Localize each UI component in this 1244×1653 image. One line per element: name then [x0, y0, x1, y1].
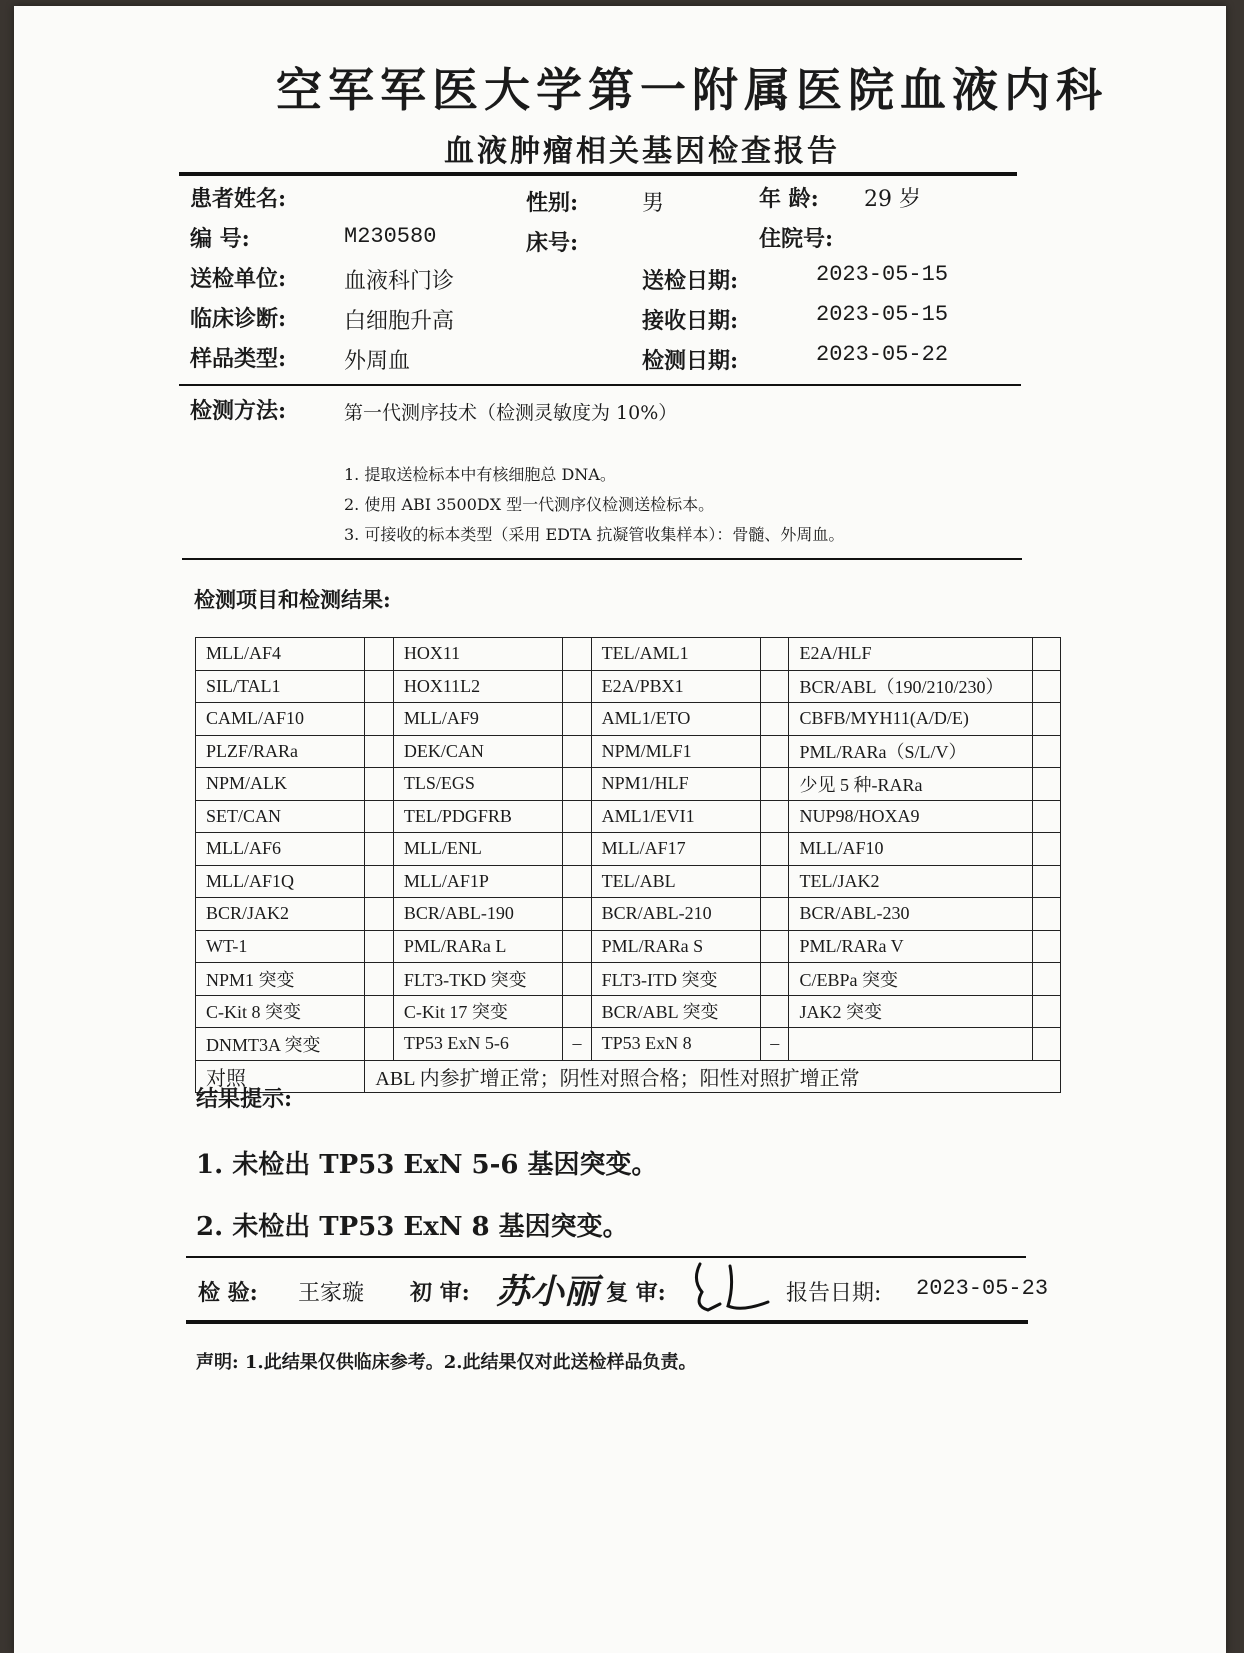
age-value: 29 岁	[864, 187, 921, 212]
table-row	[196, 638, 1061, 671]
sample-label: 样品类型:	[190, 346, 287, 372]
gene-name-cell: MLL/AF1Q	[196, 865, 365, 898]
hospital-title: 空军军医大学第一附属医院血液内科	[276, 63, 1108, 117]
gene-name-cell: NUP98/HOXA9	[789, 800, 1032, 833]
result-cell	[563, 930, 591, 963]
gene-name-cell	[789, 1028, 1032, 1061]
gene-name-cell: HOX11	[393, 638, 562, 671]
gene-name-cell: NPM/ALK	[196, 768, 365, 801]
gene-name-cell: TEL/AML1	[591, 638, 760, 671]
method-value: 第一代测序技术（检测灵敏度为 10%）	[344, 402, 678, 424]
gene-results-table	[195, 637, 1061, 1093]
receive-date-label: 接收日期:	[642, 308, 739, 334]
gene-name-cell: SET/CAN	[196, 800, 365, 833]
result-cell	[761, 735, 789, 768]
gene-name-cell: BCR/ABL-190	[393, 898, 562, 931]
gene-name-cell: C-Kit 17 突变	[393, 995, 562, 1028]
gene-name-cell: TEL/ABL	[591, 865, 760, 898]
result-cell	[365, 735, 393, 768]
result-cell	[563, 963, 591, 996]
footer-top-rule	[186, 1256, 1026, 1258]
gene-name-cell: AML1/EVI1	[591, 800, 760, 833]
bed-label: 床号:	[526, 230, 579, 256]
report-title: 血液肿瘤相关基因检查报告	[444, 134, 840, 169]
gene-name-cell: FLT3-TKD 突变	[393, 963, 562, 996]
result-cell	[365, 670, 393, 703]
method-note-3: 3. 可接收的标本类型（采用 EDTA 抗凝管收集样本）：骨髓、外周血。	[344, 525, 845, 544]
result-cell	[365, 800, 393, 833]
result-cell	[365, 930, 393, 963]
gene-name-cell: MLL/AF6	[196, 833, 365, 866]
first-review-label: 初 审:	[410, 1280, 470, 1306]
method-note-1: 1. 提取送检标本中有核细胞总 DNA。	[344, 465, 616, 484]
receive-date-value: 2023-05-15	[816, 302, 949, 327]
table-row	[196, 735, 1061, 768]
gene-name-cell: C-Kit 8 突变	[196, 995, 365, 1028]
table-row	[196, 995, 1061, 1028]
result-cell	[1032, 800, 1060, 833]
gene-name-cell: PLZF/RARa	[196, 735, 365, 768]
method-note-2: 2. 使用 ABI 3500DX 型一代测序仪检测送检标本。	[344, 495, 715, 514]
result-cell	[1032, 930, 1060, 963]
result-cell	[1032, 638, 1060, 671]
gene-name-cell: MLL/ENL	[393, 833, 562, 866]
result-cell	[761, 963, 789, 996]
gene-name-cell: C/EBPa 突变	[789, 963, 1032, 996]
send-date-value: 2023-05-15	[816, 262, 949, 287]
result-cell	[1032, 1028, 1060, 1061]
result-cell	[365, 963, 393, 996]
gene-name-cell: PML/RARa S	[591, 930, 760, 963]
result-cell	[1032, 898, 1060, 931]
diagnosis-value: 白细胞升高	[344, 309, 455, 334]
gene-name-cell: MLL/AF9	[393, 703, 562, 736]
send-date-label: 送检日期:	[642, 268, 739, 294]
result-cell	[563, 800, 591, 833]
result-cell	[1032, 703, 1060, 736]
gene-name-cell: PML/RARa（S/L/V）	[789, 735, 1032, 768]
gene-name-cell: MLL/AF17	[591, 833, 760, 866]
gene-name-cell: TP53 ExN 8	[591, 1028, 760, 1061]
gene-name-cell: BCR/ABL 突变	[591, 995, 760, 1028]
result-cell	[563, 833, 591, 866]
result-cell	[563, 768, 591, 801]
second-review-signature	[690, 1256, 780, 1316]
gene-name-cell: BCR/ABL（190/210/230）	[789, 670, 1032, 703]
result-cell	[563, 638, 591, 671]
method-rule	[182, 558, 1022, 560]
result-cell	[761, 670, 789, 703]
result-cell	[1032, 768, 1060, 801]
result-cell: –	[563, 1028, 591, 1061]
result-cell	[761, 833, 789, 866]
sex-value: 男	[642, 191, 665, 216]
gene-name-cell: 少见 5 种-RARa	[789, 768, 1032, 801]
gene-name-cell: WT-1	[196, 930, 365, 963]
gene-name-cell: NPM1 突变	[196, 963, 365, 996]
result-cell	[761, 638, 789, 671]
control-value: ABL 内参扩增正常；阴性对照合格；阳性对照扩增正常	[365, 1060, 1061, 1093]
tester-label: 检 验:	[198, 1280, 258, 1306]
result-cell: –	[761, 1028, 789, 1061]
gene-name-cell: NPM/MLF1	[591, 735, 760, 768]
report-date-value: 2023-05-23	[916, 1276, 1049, 1301]
result-cell	[365, 1028, 393, 1061]
result-cell	[563, 898, 591, 931]
gene-name-cell: HOX11L2	[393, 670, 562, 703]
result-cell	[563, 703, 591, 736]
result-cell	[761, 898, 789, 931]
gene-name-cell: SIL/TAL1	[196, 670, 365, 703]
gene-name-cell: TLS/EGS	[393, 768, 562, 801]
table-row	[196, 670, 1061, 703]
result-cell	[1032, 995, 1060, 1028]
result-cell	[365, 703, 393, 736]
gene-name-cell: TEL/PDGFRB	[393, 800, 562, 833]
gene-name-cell: AML1/ETO	[591, 703, 760, 736]
result-cell	[761, 930, 789, 963]
table-row	[196, 865, 1061, 898]
gene-name-cell: BCR/JAK2	[196, 898, 365, 931]
gene-name-cell: TP53 ExN 5-6	[393, 1028, 562, 1061]
first-review-signature: 苏小丽	[496, 1272, 598, 1312]
tester-value: 王家璇	[298, 1281, 365, 1306]
gene-name-cell: CBFB/MYH11(A/D/E)	[789, 703, 1032, 736]
dept-label: 送检单位:	[190, 266, 287, 292]
id-label: 编 号:	[190, 226, 250, 252]
result-cell	[365, 995, 393, 1028]
disclaimer: 声明: 1.此结果仅供临床参考。2.此结果仅对此送检样品负责。	[196, 1352, 697, 1373]
table-row	[196, 1028, 1061, 1061]
gene-name-cell: MLL/AF1P	[393, 865, 562, 898]
table-row	[196, 768, 1061, 801]
gene-name-cell: TEL/JAK2	[789, 865, 1032, 898]
gene-name-cell: FLT3-ITD 突变	[591, 963, 760, 996]
method-label: 检测方法:	[190, 398, 287, 424]
result-cell	[365, 898, 393, 931]
control-row	[196, 1060, 1061, 1093]
result-cell	[563, 865, 591, 898]
gene-name-cell: E2A/HLF	[789, 638, 1032, 671]
result-cell	[365, 833, 393, 866]
id-value: M230580	[344, 224, 437, 249]
gene-name-cell: E2A/PBX1	[591, 670, 760, 703]
gene-name-cell: DEK/CAN	[393, 735, 562, 768]
gene-name-cell: BCR/ABL-230	[789, 898, 1032, 931]
result-cell	[1032, 963, 1060, 996]
result-cell	[563, 735, 591, 768]
result-cell	[1032, 735, 1060, 768]
gene-name-cell: DNMT3A 突变	[196, 1028, 365, 1061]
conclusion-item-1: 1. 未检出 TP53 ExN 5-6 基因突变。	[196, 1150, 658, 1180]
result-cell	[365, 768, 393, 801]
table-row	[196, 930, 1061, 963]
result-cell	[1032, 865, 1060, 898]
diagnosis-label: 临床诊断:	[190, 306, 287, 332]
gene-name-cell: NPM1/HLF	[591, 768, 760, 801]
result-cell	[761, 865, 789, 898]
result-cell	[365, 638, 393, 671]
gene-name-cell: CAML/AF10	[196, 703, 365, 736]
test-date-value: 2023-05-22	[816, 342, 949, 367]
result-cell	[563, 670, 591, 703]
gene-name-cell: MLL/AF4	[196, 638, 365, 671]
conclusion-heading: 结果提示:	[196, 1086, 293, 1112]
name-label: 患者姓名:	[190, 186, 287, 212]
result-cell	[761, 768, 789, 801]
sample-value: 外周血	[344, 349, 411, 374]
report-date-label: 报告日期:	[786, 1281, 882, 1306]
result-cell	[761, 995, 789, 1028]
result-cell	[365, 865, 393, 898]
gene-name-cell: PML/RARa L	[393, 930, 562, 963]
result-cell	[1032, 670, 1060, 703]
result-cell	[563, 995, 591, 1028]
age-label: 年 龄:	[759, 186, 819, 212]
results-heading: 检测项目和检测结果:	[194, 587, 391, 612]
result-cell	[761, 703, 789, 736]
gene-name-cell: BCR/ABL-210	[591, 898, 760, 931]
second-review-label: 复 审:	[606, 1280, 666, 1306]
table-row	[196, 703, 1061, 736]
dept-value: 血液科门诊	[344, 269, 455, 294]
admission-label: 住院号:	[759, 226, 834, 252]
gene-name-cell: MLL/AF10	[789, 833, 1032, 866]
top-rule	[179, 172, 1017, 176]
info-rule	[179, 384, 1021, 386]
gene-name-cell: PML/RARa V	[789, 930, 1032, 963]
test-date-label: 检测日期:	[642, 348, 739, 374]
sex-label: 性别:	[526, 190, 579, 216]
table-row	[196, 800, 1061, 833]
result-cell	[1032, 833, 1060, 866]
result-cell	[761, 800, 789, 833]
gene-name-cell: JAK2 突变	[789, 995, 1032, 1028]
footer-bottom-rule	[186, 1320, 1028, 1324]
table-row	[196, 833, 1061, 866]
table-row	[196, 898, 1061, 931]
table-row	[196, 963, 1061, 996]
control-label: 对照	[196, 1060, 365, 1093]
conclusion-item-2: 2. 未检出 TP53 ExN 8 基因突变。	[196, 1212, 629, 1242]
